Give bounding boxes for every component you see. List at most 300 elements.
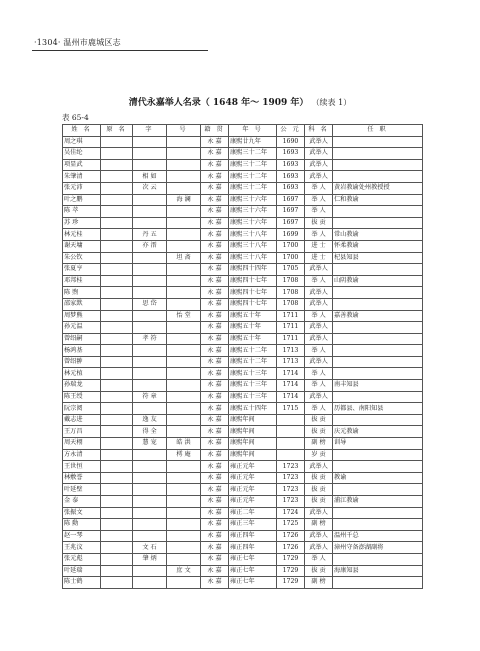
cell-art-name: 樗 庵 bbox=[167, 449, 201, 461]
cell-reign-year: 雍正元年 bbox=[229, 496, 277, 508]
table-row bbox=[63, 472, 423, 484]
title-text: 清代永嘉举人名录（ 1648 年～ 1909 年） bbox=[128, 98, 309, 108]
cell-art-name bbox=[167, 287, 201, 299]
cell-degree: 副 榜 bbox=[305, 438, 333, 450]
cell-native-place: 永 嘉 bbox=[201, 438, 229, 450]
cell-ad-year bbox=[277, 449, 305, 461]
cell-name: 林敷誉 bbox=[63, 472, 101, 484]
cell-degree: 武举人 bbox=[305, 171, 333, 183]
cell-degree: 武举人 bbox=[305, 136, 333, 148]
cell-courtesy-name bbox=[133, 484, 167, 496]
cell-original-name bbox=[101, 182, 133, 194]
cell-degree: 进 士 bbox=[305, 240, 333, 252]
cell-ad-year: 1725 bbox=[277, 519, 305, 531]
cell-courtesy-name bbox=[133, 368, 167, 380]
cell-degree: 副 榜 bbox=[305, 519, 333, 531]
cell-art-name: 皓 洪 bbox=[167, 438, 201, 450]
cell-degree: 举 人 bbox=[305, 553, 333, 565]
cell-reign-year: 雍正三年 bbox=[229, 519, 277, 531]
cell-name: 吴佳纶 bbox=[63, 148, 101, 160]
cell-name: 叶延壁 bbox=[63, 484, 101, 496]
table-row bbox=[63, 194, 423, 206]
cell-original-name bbox=[101, 484, 133, 496]
cell-native-place: 永 嘉 bbox=[201, 252, 229, 264]
cell-courtesy-name: 得 全 bbox=[133, 426, 167, 438]
cell-reign-year: 康熙五十年 bbox=[229, 310, 277, 322]
cell-original-name bbox=[101, 542, 133, 554]
cell-reign-year: 康熙五十二年 bbox=[229, 345, 277, 357]
cell-name: 周梦熊 bbox=[63, 310, 101, 322]
cell-ad-year: 1708 bbox=[277, 287, 305, 299]
cell-native-place: 永 嘉 bbox=[201, 240, 229, 252]
cell-post bbox=[333, 461, 423, 473]
cell-post bbox=[333, 217, 423, 229]
cell-post bbox=[333, 298, 423, 310]
col-header-post: 任 职 bbox=[333, 125, 423, 137]
table-row bbox=[63, 496, 423, 508]
cell-degree: 拔 贡 bbox=[305, 217, 333, 229]
cell-reign-year: 康熙年间 bbox=[229, 438, 277, 450]
cell-post: 漳州守备澎湖副将 bbox=[333, 542, 423, 554]
cell-degree: 拔 贡 bbox=[305, 472, 333, 484]
cell-ad-year: 1714 bbox=[277, 391, 305, 403]
table-row bbox=[63, 438, 423, 450]
col-header-ad-year: 公 元 bbox=[277, 125, 305, 137]
cell-art-name: 坦 斋 bbox=[167, 252, 201, 264]
cell-ad-year: 1700 bbox=[277, 252, 305, 264]
cell-original-name bbox=[101, 159, 133, 171]
cell-native-place: 永 嘉 bbox=[201, 461, 229, 473]
cell-courtesy-name bbox=[133, 345, 167, 357]
cell-post bbox=[333, 414, 423, 426]
table-row bbox=[63, 530, 423, 542]
cell-native-place: 永 嘉 bbox=[201, 264, 229, 276]
cell-name: 叶延瑞 bbox=[63, 565, 101, 577]
cell-reign-year: 康熙年间 bbox=[229, 449, 277, 461]
cell-post bbox=[333, 171, 423, 183]
cell-name: 孙元温 bbox=[63, 322, 101, 334]
cell-original-name bbox=[101, 391, 133, 403]
cell-reign-year: 康熙四十七年 bbox=[229, 298, 277, 310]
cell-degree: 副 榜 bbox=[305, 577, 333, 589]
table-row bbox=[63, 565, 423, 577]
table-row bbox=[63, 553, 423, 565]
cell-original-name bbox=[101, 356, 133, 368]
table-row bbox=[63, 229, 423, 241]
cell-art-name bbox=[167, 356, 201, 368]
cell-art-name: 怡 堂 bbox=[167, 310, 201, 322]
table-row bbox=[63, 310, 423, 322]
table-row bbox=[63, 542, 423, 554]
table-label: 表 65-4 bbox=[62, 113, 89, 122]
cell-native-place: 永 嘉 bbox=[201, 206, 229, 218]
cell-original-name bbox=[101, 496, 133, 508]
cell-post: 仁和教谕 bbox=[333, 194, 423, 206]
table-row bbox=[63, 414, 423, 426]
cell-degree: 拔 贡 bbox=[305, 484, 333, 496]
cell-original-name bbox=[101, 148, 133, 160]
cell-ad-year: 1697 bbox=[277, 206, 305, 218]
roster-table bbox=[62, 124, 423, 589]
cell-courtesy-name: 次 云 bbox=[133, 182, 167, 194]
cell-degree: 武举人 bbox=[305, 148, 333, 160]
cell-reign-year: 雍正七年 bbox=[229, 553, 277, 565]
cell-art-name: 庶 文 bbox=[167, 565, 201, 577]
cell-art-name bbox=[167, 171, 201, 183]
cell-degree: 举 人 bbox=[305, 345, 333, 357]
cell-reign-year: 康熙四十四年 bbox=[229, 264, 277, 276]
cell-post: 山阴教谕 bbox=[333, 275, 423, 287]
cell-art-name bbox=[167, 507, 201, 519]
cell-post: 南丰知县 bbox=[333, 380, 423, 392]
cell-original-name bbox=[101, 194, 133, 206]
cell-name: 王兆汶 bbox=[63, 542, 101, 554]
cell-degree: 武举人 bbox=[305, 356, 333, 368]
cell-ad-year bbox=[277, 414, 305, 426]
cell-ad-year: 1708 bbox=[277, 298, 305, 310]
cell-courtesy-name bbox=[133, 194, 167, 206]
header-row bbox=[63, 125, 423, 137]
cell-art-name bbox=[167, 542, 201, 554]
cell-degree: 武举人 bbox=[305, 333, 333, 345]
cell-native-place: 永 嘉 bbox=[201, 298, 229, 310]
cell-ad-year: 1714 bbox=[277, 368, 305, 380]
table-row bbox=[63, 136, 423, 148]
cell-courtesy-name bbox=[133, 380, 167, 392]
cell-reign-year: 康熙三十八年 bbox=[229, 252, 277, 264]
cell-courtesy-name: 符 章 bbox=[133, 391, 167, 403]
cell-original-name bbox=[101, 380, 133, 392]
cell-name: 曾绍翀 bbox=[63, 356, 101, 368]
cell-name: 谢天墉 bbox=[63, 240, 101, 252]
cell-original-name bbox=[101, 229, 133, 241]
cell-native-place: 永 嘉 bbox=[201, 136, 229, 148]
cell-degree: 武举人 bbox=[305, 461, 333, 473]
table-row bbox=[63, 507, 423, 519]
cell-reign-year: 雍正七年 bbox=[229, 565, 277, 577]
cell-original-name bbox=[101, 530, 133, 542]
cell-post: 浦江教谕 bbox=[333, 496, 423, 508]
cell-courtesy-name bbox=[133, 461, 167, 473]
cell-art-name bbox=[167, 461, 201, 473]
cell-degree: 举 人 bbox=[305, 194, 333, 206]
table-row bbox=[63, 356, 423, 368]
cell-degree: 武举人 bbox=[305, 391, 333, 403]
cell-reign-year: 康熙五十三年 bbox=[229, 380, 277, 392]
cell-degree: 进 士 bbox=[305, 252, 333, 264]
cell-name: 朱肇清 bbox=[63, 171, 101, 183]
col-header-reign-year: 年 号 bbox=[229, 125, 277, 137]
cell-original-name bbox=[101, 565, 133, 577]
cell-original-name bbox=[101, 275, 133, 287]
cell-courtesy-name bbox=[133, 264, 167, 276]
cell-native-place: 永 嘉 bbox=[201, 472, 229, 484]
cell-courtesy-name: 相 如 bbox=[133, 171, 167, 183]
cell-reign-year: 康熙三十六年 bbox=[229, 206, 277, 218]
cell-courtesy-name bbox=[133, 206, 167, 218]
cell-native-place: 永 嘉 bbox=[201, 368, 229, 380]
cell-original-name bbox=[101, 461, 133, 473]
cell-native-place: 永 嘉 bbox=[201, 229, 229, 241]
cell-name: 陈 萃 bbox=[63, 206, 101, 218]
col-header-original-name: 原 名 bbox=[101, 125, 133, 137]
cell-name: 陈王绶 bbox=[63, 391, 101, 403]
cell-name: 方永清 bbox=[63, 449, 101, 461]
cell-native-place: 永 嘉 bbox=[201, 553, 229, 565]
cell-original-name bbox=[101, 519, 133, 531]
cell-ad-year: 1723 bbox=[277, 496, 305, 508]
cell-ad-year bbox=[277, 426, 305, 438]
cell-art-name bbox=[167, 322, 201, 334]
cell-post: 常山教谕 bbox=[333, 229, 423, 241]
table-row bbox=[63, 298, 423, 310]
cell-reign-year: 雍正元年 bbox=[229, 472, 277, 484]
cell-original-name bbox=[101, 368, 133, 380]
cell-name: 项显武 bbox=[63, 159, 101, 171]
cell-ad-year: 1705 bbox=[277, 264, 305, 276]
cell-art-name bbox=[167, 333, 201, 345]
cell-degree: 拔 贡 bbox=[305, 565, 333, 577]
col-header-degree: 科 名 bbox=[305, 125, 333, 137]
cell-courtesy-name bbox=[133, 322, 167, 334]
col-header-courtesy-name: 字 bbox=[133, 125, 167, 137]
table-row bbox=[63, 380, 423, 392]
cell-degree: 岁 贡 bbox=[305, 449, 333, 461]
cell-ad-year: 1726 bbox=[277, 530, 305, 542]
cell-original-name bbox=[101, 310, 133, 322]
cell-courtesy-name: 慧 宠 bbox=[133, 438, 167, 450]
cell-post bbox=[333, 519, 423, 531]
cell-ad-year: 1711 bbox=[277, 333, 305, 345]
cell-name: 叶之鹏 bbox=[63, 194, 101, 206]
cell-post: 杞县知县 bbox=[333, 252, 423, 264]
cell-ad-year: 1724 bbox=[277, 507, 305, 519]
cell-post: 历都县、南阳知县 bbox=[333, 403, 423, 415]
cell-original-name bbox=[101, 287, 133, 299]
cell-ad-year: 1693 bbox=[277, 148, 305, 160]
cell-degree: 拔 贡 bbox=[305, 496, 333, 508]
cell-art-name bbox=[167, 136, 201, 148]
running-header: ·1304· 温州市鹿城区志 bbox=[34, 38, 121, 47]
cell-ad-year: 1700 bbox=[277, 240, 305, 252]
cell-name: 林元植 bbox=[63, 368, 101, 380]
cell-reign-year: 康熙五十三年 bbox=[229, 391, 277, 403]
cell-courtesy-name: 肇 炳 bbox=[133, 553, 167, 565]
table-row bbox=[63, 577, 423, 589]
cell-art-name bbox=[167, 264, 201, 276]
cell-degree: 武举人 bbox=[305, 287, 333, 299]
cell-reign-year: 康熙三十八年 bbox=[229, 229, 277, 241]
cell-art-name bbox=[167, 148, 201, 160]
cell-ad-year: 1711 bbox=[277, 322, 305, 334]
title-continuation: （续表 1） bbox=[311, 98, 352, 107]
cell-art-name bbox=[167, 298, 201, 310]
cell-reign-year: 康熙三十六年 bbox=[229, 194, 277, 206]
cell-reign-year: 康熙廿九年 bbox=[229, 136, 277, 148]
cell-ad-year: 1723 bbox=[277, 461, 305, 473]
cell-native-place: 永 嘉 bbox=[201, 565, 229, 577]
table-row bbox=[63, 519, 423, 531]
cell-ad-year: 1690 bbox=[277, 136, 305, 148]
cell-courtesy-name: 思 岱 bbox=[133, 298, 167, 310]
cell-name: 孙瑞龙 bbox=[63, 380, 101, 392]
table-row bbox=[63, 333, 423, 345]
cell-courtesy-name bbox=[133, 496, 167, 508]
document-title bbox=[0, 95, 480, 108]
cell-ad-year bbox=[277, 438, 305, 450]
cell-original-name bbox=[101, 507, 133, 519]
cell-art-name bbox=[167, 345, 201, 357]
cell-degree: 举 人 bbox=[305, 403, 333, 415]
cell-courtesy-name: 文 石 bbox=[133, 542, 167, 554]
table-row bbox=[63, 484, 423, 496]
cell-post bbox=[333, 391, 423, 403]
cell-ad-year: 1697 bbox=[277, 194, 305, 206]
cell-art-name bbox=[167, 391, 201, 403]
cell-original-name bbox=[101, 217, 133, 229]
cell-post bbox=[333, 287, 423, 299]
cell-name: 苏 珍 bbox=[63, 217, 101, 229]
cell-art-name bbox=[167, 414, 201, 426]
cell-reign-year: 雍正四年 bbox=[229, 542, 277, 554]
cell-reign-year: 雍正元年 bbox=[229, 461, 277, 473]
cell-native-place: 永 嘉 bbox=[201, 333, 229, 345]
table-row bbox=[63, 461, 423, 473]
cell-degree: 武举人 bbox=[305, 298, 333, 310]
cell-name: 林元桂 bbox=[63, 229, 101, 241]
table-row bbox=[63, 171, 423, 183]
cell-native-place: 永 嘉 bbox=[201, 496, 229, 508]
cell-name: 赵一琴 bbox=[63, 530, 101, 542]
table-row bbox=[63, 345, 423, 357]
cell-courtesy-name bbox=[133, 148, 167, 160]
cell-courtesy-name: 逸 友 bbox=[133, 414, 167, 426]
cell-art-name bbox=[167, 553, 201, 565]
cell-ad-year: 1693 bbox=[277, 159, 305, 171]
cell-reign-year: 雍正元年 bbox=[229, 484, 277, 496]
cell-original-name bbox=[101, 136, 133, 148]
cell-art-name bbox=[167, 217, 201, 229]
cell-native-place: 永 嘉 bbox=[201, 380, 229, 392]
cell-courtesy-name bbox=[133, 403, 167, 415]
cell-native-place: 永 嘉 bbox=[201, 507, 229, 519]
table-row bbox=[63, 182, 423, 194]
table-row bbox=[63, 449, 423, 461]
cell-original-name bbox=[101, 553, 133, 565]
cell-reign-year: 康熙三十二年 bbox=[229, 159, 277, 171]
cell-reign-year: 康熙年间 bbox=[229, 426, 277, 438]
cell-courtesy-name bbox=[133, 565, 167, 577]
cell-native-place: 永 嘉 bbox=[201, 519, 229, 531]
cell-ad-year: 1697 bbox=[277, 217, 305, 229]
cell-art-name bbox=[167, 484, 201, 496]
col-header-art-name: 号 bbox=[167, 125, 201, 137]
cell-art-name bbox=[167, 496, 201, 508]
cell-courtesy-name bbox=[133, 472, 167, 484]
table-row bbox=[63, 240, 423, 252]
cell-name: 陈 勳 bbox=[63, 519, 101, 531]
cell-courtesy-name bbox=[133, 159, 167, 171]
cell-art-name bbox=[167, 380, 201, 392]
cell-original-name bbox=[101, 264, 133, 276]
cell-ad-year: 1729 bbox=[277, 565, 305, 577]
cell-post: 温州千总 bbox=[333, 530, 423, 542]
cell-post: 黄岩教谕处州教授授 bbox=[333, 182, 423, 194]
cell-original-name bbox=[101, 240, 133, 252]
cell-ad-year: 1715 bbox=[277, 403, 305, 415]
cell-courtesy-name bbox=[133, 136, 167, 148]
cell-original-name bbox=[101, 426, 133, 438]
cell-name: 阮宗阅 bbox=[63, 403, 101, 415]
table-row bbox=[63, 159, 423, 171]
cell-post bbox=[333, 333, 423, 345]
cell-original-name bbox=[101, 252, 133, 264]
cell-post: 庆元教谕 bbox=[333, 426, 423, 438]
cell-degree: 武举人 bbox=[305, 322, 333, 334]
cell-name: 邵家默 bbox=[63, 298, 101, 310]
cell-reign-year: 康熙五十三年 bbox=[229, 368, 277, 380]
header-rule bbox=[32, 50, 208, 51]
cell-name: 张元彪 bbox=[63, 553, 101, 565]
cell-ad-year: 1713 bbox=[277, 345, 305, 357]
cell-original-name bbox=[101, 206, 133, 218]
cell-post bbox=[333, 345, 423, 357]
table-row bbox=[63, 275, 423, 287]
cell-reign-year: 雍正四年 bbox=[229, 530, 277, 542]
cell-post bbox=[333, 553, 423, 565]
cell-native-place: 永 嘉 bbox=[201, 414, 229, 426]
cell-post: 嘉善教谕 bbox=[333, 310, 423, 322]
cell-post bbox=[333, 484, 423, 496]
cell-name: 曾绍嗣 bbox=[63, 333, 101, 345]
cell-art-name bbox=[167, 206, 201, 218]
cell-original-name bbox=[101, 577, 133, 589]
cell-original-name bbox=[101, 322, 133, 334]
cell-post bbox=[333, 368, 423, 380]
cell-name: 周天栩 bbox=[63, 438, 101, 450]
cell-ad-year: 1693 bbox=[277, 182, 305, 194]
cell-art-name bbox=[167, 530, 201, 542]
cell-reign-year: 康熙三十八年 bbox=[229, 240, 277, 252]
cell-name: 金 泰 bbox=[63, 496, 101, 508]
cell-art-name bbox=[167, 159, 201, 171]
cell-original-name bbox=[101, 449, 133, 461]
cell-name: 张元沛 bbox=[63, 182, 101, 194]
cell-courtesy-name: 丹 五 bbox=[133, 229, 167, 241]
cell-name: 周之琪 bbox=[63, 136, 101, 148]
cell-degree: 举 人 bbox=[305, 182, 333, 194]
cell-post bbox=[333, 136, 423, 148]
cell-reign-year: 康熙三十二年 bbox=[229, 182, 277, 194]
table-row bbox=[63, 391, 423, 403]
cell-courtesy-name bbox=[133, 530, 167, 542]
cell-art-name: 海 澜 bbox=[167, 194, 201, 206]
cell-original-name bbox=[101, 438, 133, 450]
cell-art-name bbox=[167, 519, 201, 531]
cell-name: 王万昌 bbox=[63, 426, 101, 438]
cell-native-place: 永 嘉 bbox=[201, 217, 229, 229]
cell-name: 戴志进 bbox=[63, 414, 101, 426]
cell-reign-year: 康熙三十二年 bbox=[229, 148, 277, 160]
cell-name: 张振文 bbox=[63, 507, 101, 519]
cell-native-place: 永 嘉 bbox=[201, 391, 229, 403]
table-row bbox=[63, 264, 423, 276]
cell-original-name bbox=[101, 403, 133, 415]
cell-native-place: 永 嘉 bbox=[201, 345, 229, 357]
cell-post bbox=[333, 577, 423, 589]
table-row bbox=[63, 217, 423, 229]
cell-degree: 武举人 bbox=[305, 542, 333, 554]
